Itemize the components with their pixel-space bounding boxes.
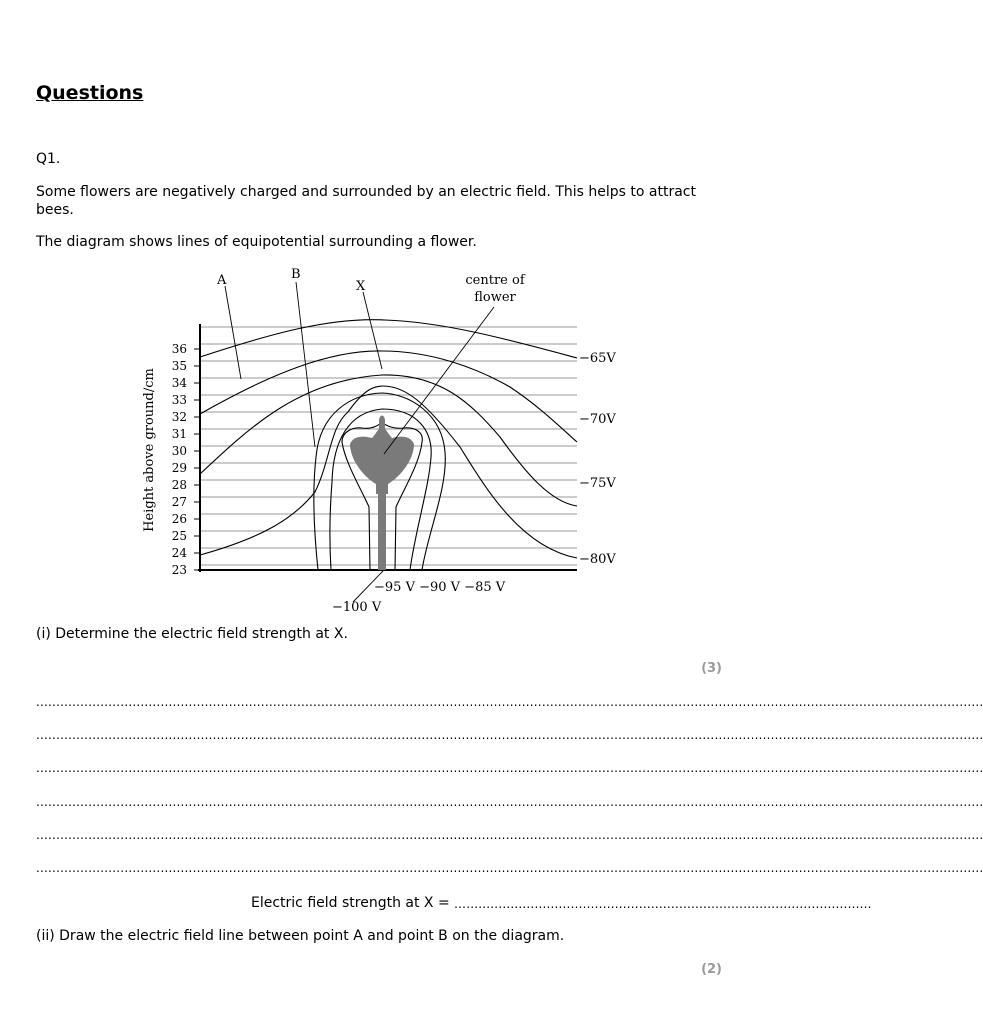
pointer-b bbox=[296, 282, 315, 447]
potential-95-90-85v: −95 V −90 V −85 V bbox=[374, 580, 506, 595]
centre-label-line1: centre of bbox=[465, 273, 525, 288]
answer-blank[interactable]: ........................................................................................................ bbox=[454, 897, 872, 911]
flower-shape bbox=[350, 416, 414, 571]
y-axis-label: Height above ground/cm bbox=[142, 368, 157, 532]
centre-label-line2: flower bbox=[474, 290, 516, 305]
equipotential-70v bbox=[200, 351, 577, 442]
y-tick-25: 25 bbox=[171, 529, 187, 543]
y-tick-28: 28 bbox=[171, 478, 187, 492]
potential-65v: −65V bbox=[579, 351, 616, 366]
answer-line-5[interactable]: ............................................................................................................................................................................................................................................ bbox=[36, 828, 983, 842]
y-tick-26: 26 bbox=[171, 512, 187, 526]
part-i-marks: (3) bbox=[701, 661, 722, 676]
equipotential-65v bbox=[200, 320, 577, 358]
y-tick-24: 24 bbox=[171, 546, 187, 560]
point-a-label: A bbox=[217, 273, 227, 288]
answer-line-2[interactable]: ............................................................................................................................................................................................................................................ bbox=[36, 728, 983, 742]
potential-100v: −100 V bbox=[332, 600, 382, 615]
potential-70v: −70V bbox=[579, 412, 616, 427]
y-tick-33: 33 bbox=[171, 393, 187, 407]
y-tick-31: 31 bbox=[171, 427, 187, 441]
answer-line-3[interactable]: ............................................................................................................................................................................................................................................ bbox=[36, 761, 983, 775]
part-ii-marks: (2) bbox=[701, 962, 722, 977]
pointer-centre bbox=[384, 307, 494, 454]
point-x-label: X bbox=[356, 279, 366, 294]
answer-line-1[interactable]: ............................................................................................................................................................................................................................................ bbox=[36, 695, 983, 709]
answer-line-4[interactable]: ............................................................................................................................................................................................................................................ bbox=[36, 795, 983, 809]
potential-80v: −80V bbox=[579, 552, 616, 567]
equipotential-diagram bbox=[130, 262, 620, 622]
question-number: Q1. bbox=[36, 151, 61, 167]
answer-line-6[interactable]: ............................................................................................................................................................................................................................................ bbox=[36, 861, 983, 875]
question-intro: Some flowers are negatively charged and surrounded by an electric field. This helps to attract bees. bbox=[36, 184, 696, 218]
part-i-text: (i) Determine the electric field strength at X. bbox=[36, 626, 348, 642]
flower-stem bbox=[378, 488, 386, 570]
y-tick-32: 32 bbox=[171, 410, 187, 424]
y-tick-29: 29 bbox=[171, 461, 187, 475]
pointer-a bbox=[225, 286, 241, 379]
page-heading: Questions bbox=[36, 82, 144, 104]
part-ii-text: (ii) Draw the electric field line between point A and point B on the diagram. bbox=[36, 928, 565, 944]
y-tick-23: 23 bbox=[171, 563, 187, 577]
flower-tip bbox=[379, 416, 385, 435]
y-tick-labels bbox=[172, 342, 188, 577]
flower-head bbox=[350, 427, 414, 494]
y-tick-35: 35 bbox=[171, 359, 187, 373]
potential-75v: −75V bbox=[579, 476, 616, 491]
y-tick-30: 30 bbox=[171, 444, 187, 458]
answer-label: Electric field strength at X = bbox=[251, 895, 455, 911]
answer-row bbox=[251, 895, 872, 911]
diagram-labels bbox=[216, 267, 616, 615]
pointer-x bbox=[363, 292, 382, 369]
diagram-caption: The diagram shows lines of equipotential surrounding a flower. bbox=[36, 234, 477, 250]
y-tick-34: 34 bbox=[171, 376, 187, 390]
y-tick-27: 27 bbox=[171, 495, 187, 509]
y-tick-36: 36 bbox=[171, 342, 187, 356]
point-b-label: B bbox=[291, 267, 301, 282]
